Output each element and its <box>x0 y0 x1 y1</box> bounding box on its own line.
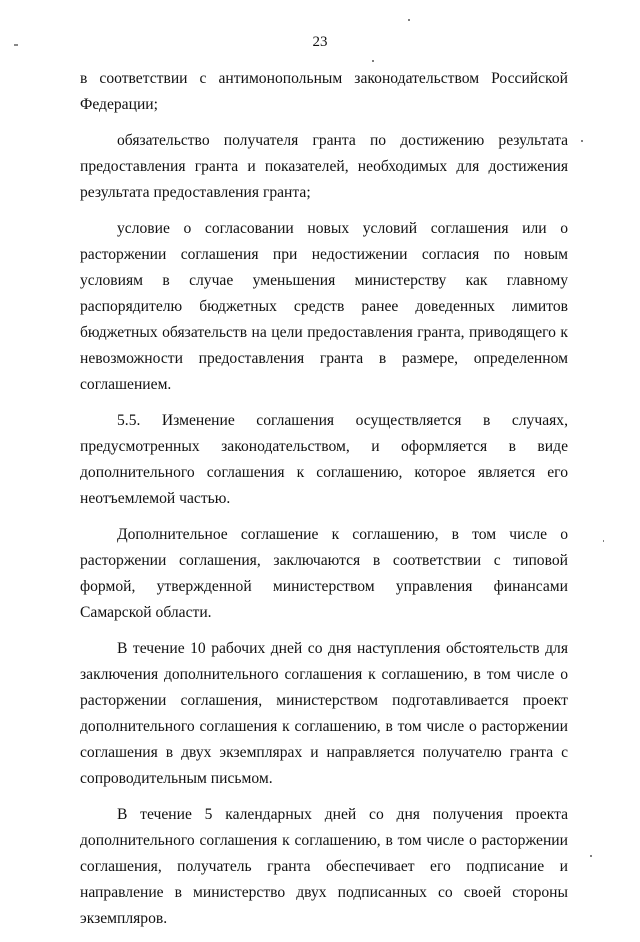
scan-mark <box>14 44 18 46</box>
scan-speck <box>590 855 592 857</box>
paragraph-clause-5-5: 5.5. Изменение соглашения осуществляется в случаях, предусмотренных законодательством, и оформляется в виде дополнительного соглашения к соглашению, которое является его неотъемлемой частью. <box>80 412 568 507</box>
page-number: 23 <box>312 34 328 50</box>
scan-speck <box>372 60 374 62</box>
scan-speck <box>603 540 604 542</box>
paragraph-antimonopoly: в соответствии с антимонопольным законодательством Российской Федерации; <box>80 70 568 113</box>
scan-speck <box>408 19 410 21</box>
document-body <box>80 66 568 942</box>
paragraph-additional-agreement: Дополнительное соглашение к соглашению, в том числе о расторжении соглашения, заключаются в соответствии с типовой формой, утвержденной министерством управления финансами Самарской области. <box>80 526 568 621</box>
paragraph-condition: условие о согласовании новых условий соглашения или о расторжении соглашения при недостижении согласия по новым условиям в случае уменьшения министерству как главному распорядителю бюджетных средств ранее доведенных лимитов бюджетных обязательств на цели предоставления гранта, приводящего к невозможности предоставления гранта в размере, определенном соглашением. <box>80 220 568 393</box>
scan-speck <box>581 140 583 142</box>
paragraph-ten-days: В течение 10 рабочих дней со дня наступления обстоятельств для заключения дополнительного соглашения к соглашению, в том числе о расторжении соглашения, министерством подготавливается проект дополнительного соглашения к соглашению, в том числе о расторжении соглашения в двух экземплярах и направляется получателю гранта с сопроводительным письмом. <box>80 640 568 787</box>
paragraph-obligation: обязательство получателя гранта по достижению результата предоставления гранта и показателей, необходимых для достижения результата предоставления гранта; <box>80 132 568 201</box>
paragraph-five-days: В течение 5 календарных дней со дня получения проекта дополнительного соглашения к соглашению, в том числе о расторжении соглашения, получатель гранта обеспечивает его подписание и направление в министерство двух подписанных со своей стороны экземпляров. <box>80 806 568 927</box>
